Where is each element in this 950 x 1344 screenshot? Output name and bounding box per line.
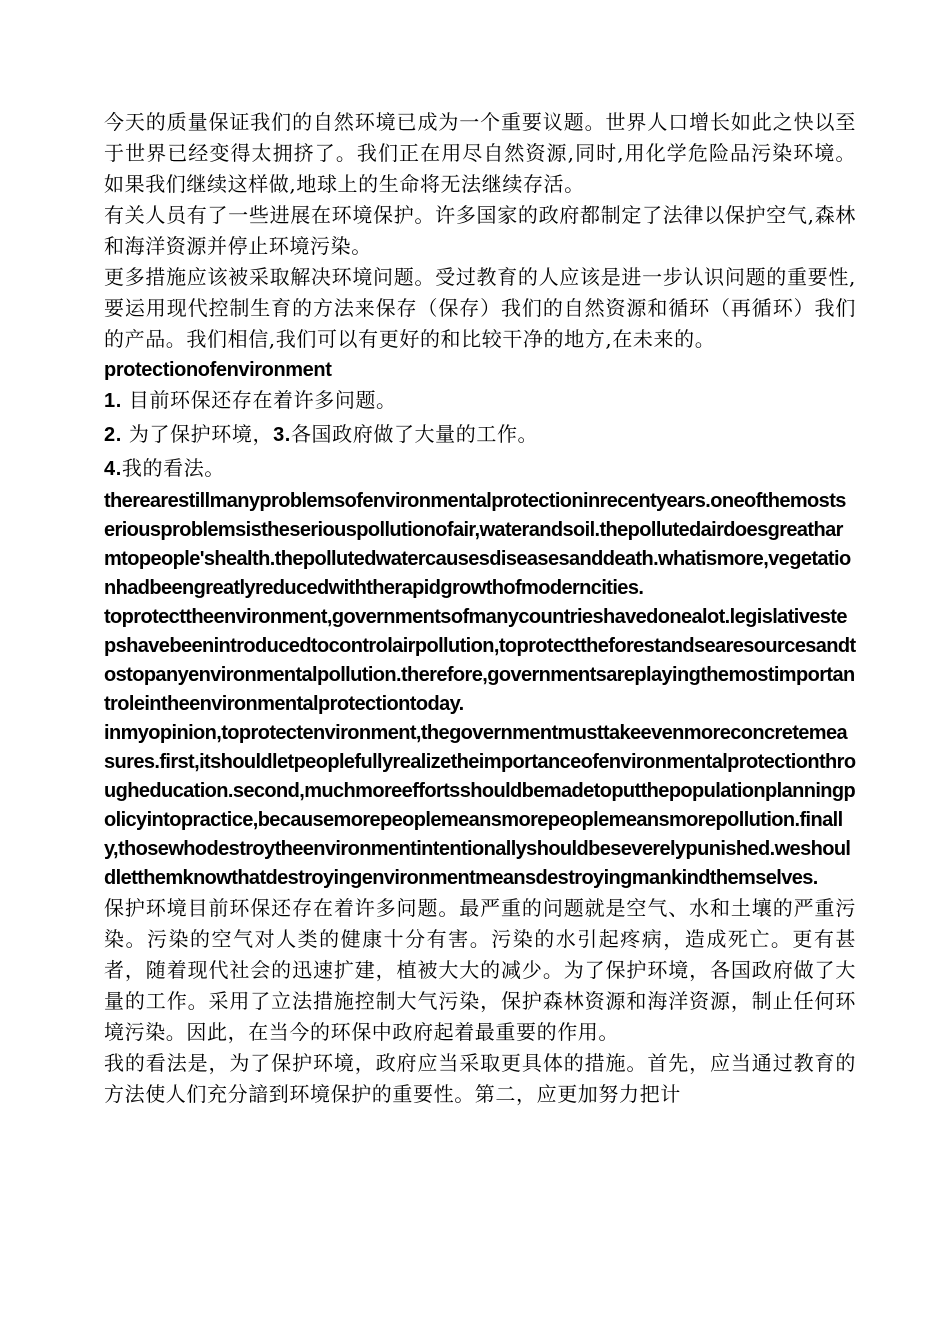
outline-number-4: 4. bbox=[104, 458, 122, 480]
outline-item-4 bbox=[104, 453, 856, 485]
english-paragraph-1: therearestillmanyproblemsofenvironmentalprotectioninrecentyears.oneofthemostseriousproblemsistheseriouspollutionofair,waterandsoil.thepollutedairdoesgreatharmtopeople'shealth.thepollutedwatercausesdiseasesanddeath.whatismore,vegetationhadbeengreatlyreducedwiththerapidgrowthofmoderncities. bbox=[104, 490, 851, 599]
outline-text-4: 我的看法。 bbox=[121, 456, 225, 480]
outline-item-1 bbox=[104, 385, 856, 417]
document-page bbox=[104, 107, 856, 1110]
translation-paragraph-1: 保护环境目前环保还存在着许多问题。最严重的问题就是空气、水和土壤的严重污染。污染的空气对人类的健康十分有害。污染的水引起疼病，造成死亡。更有甚者，随着现代社会的迅速扩建，植被大大的减少。为了保护环境，各国政府做了大量的工作。采用了立法措施控制大气污染，保护森林资源和海洋资源，制止任何环境污染。因此，在当今的环保中政府起着最重要的作用。 bbox=[104, 896, 856, 1044]
outline-item-2-3 bbox=[104, 419, 856, 451]
outline-text-1: 目前环保还存在着许多问题。 bbox=[121, 388, 397, 412]
english-paragraph-3: inmyopinion,toprotectenvironment,thegovernmentmusttakeevenmoreconcretemeasures.first,itshouldletpeoplefullyrealizetheimportanceofenvironmentalprotectionthrougheducation.second,muchmoreeffortsshouldbemadetoputthepopulationplanningpolicyintopractice,becausemorepeoplemeansmorepeoplemeansmorepollution.finally,thosewhodestroytheenvironmentintentionallyshouldbeseverelypunished.weshouldletthemknowthatdestroyingenvironmentmeansdestroyingmankindthemselves. bbox=[104, 722, 856, 889]
translation-paragraph-2: 我的看法是，为了保护环境，政府应当采取更具体的措施。首先，应当通过教育的方法使人们充分諳到环境保护的重要性。第二，应更加努力把计 bbox=[104, 1051, 856, 1106]
intro-paragraph-2: 有关人员有了一些进展在环境保护。许多国家的政府都制定了法律以保护空气,森林和海洋资源并停止环境污染。 bbox=[104, 203, 856, 258]
outline-number-1: 1. bbox=[104, 390, 122, 412]
intro-paragraph-3: 更多措施应该被采取解决环境问题。受过教育的人应该是进一步认识问题的重要性,要运用现代控制生育的方法来保存（保存）我们的自然资源和循环（再循环）我们的产品。我们相信,我们可以有更好的和比较干净的地方,在未来的。 bbox=[104, 265, 856, 351]
outline-number-3: 3. bbox=[273, 424, 291, 446]
intro-paragraph-1: 今天的质量保证我们的自然环境已成为一个重要议题。世界人口增长如此之快以至于世界已经变得太拥挤了。我们正在用尽自然资源,同时,用化学危险品污染环境。如果我们继续这样做,地球上的生命将无法继续存活。 bbox=[104, 110, 856, 196]
english-paragraph-2: toprotecttheenvironment,governmentsofmanycountrieshavedonealot.legislativestepshavebeenintroducedtocontrolairpollution,toprotecttheforestandsearesourcesandtostopanyenvironmentalpollution.therefore,governmentsareplayingthemostimportantroleintheenvironmentalprotectiontoday. bbox=[104, 606, 856, 715]
essay-title: protectionofenvironment bbox=[104, 359, 332, 381]
outline-number-2: 2. bbox=[104, 424, 122, 446]
outline-text-2: 为了保护环境， bbox=[121, 422, 274, 446]
outline-text-3: 各国政府做了大量的工作。 bbox=[290, 422, 539, 446]
